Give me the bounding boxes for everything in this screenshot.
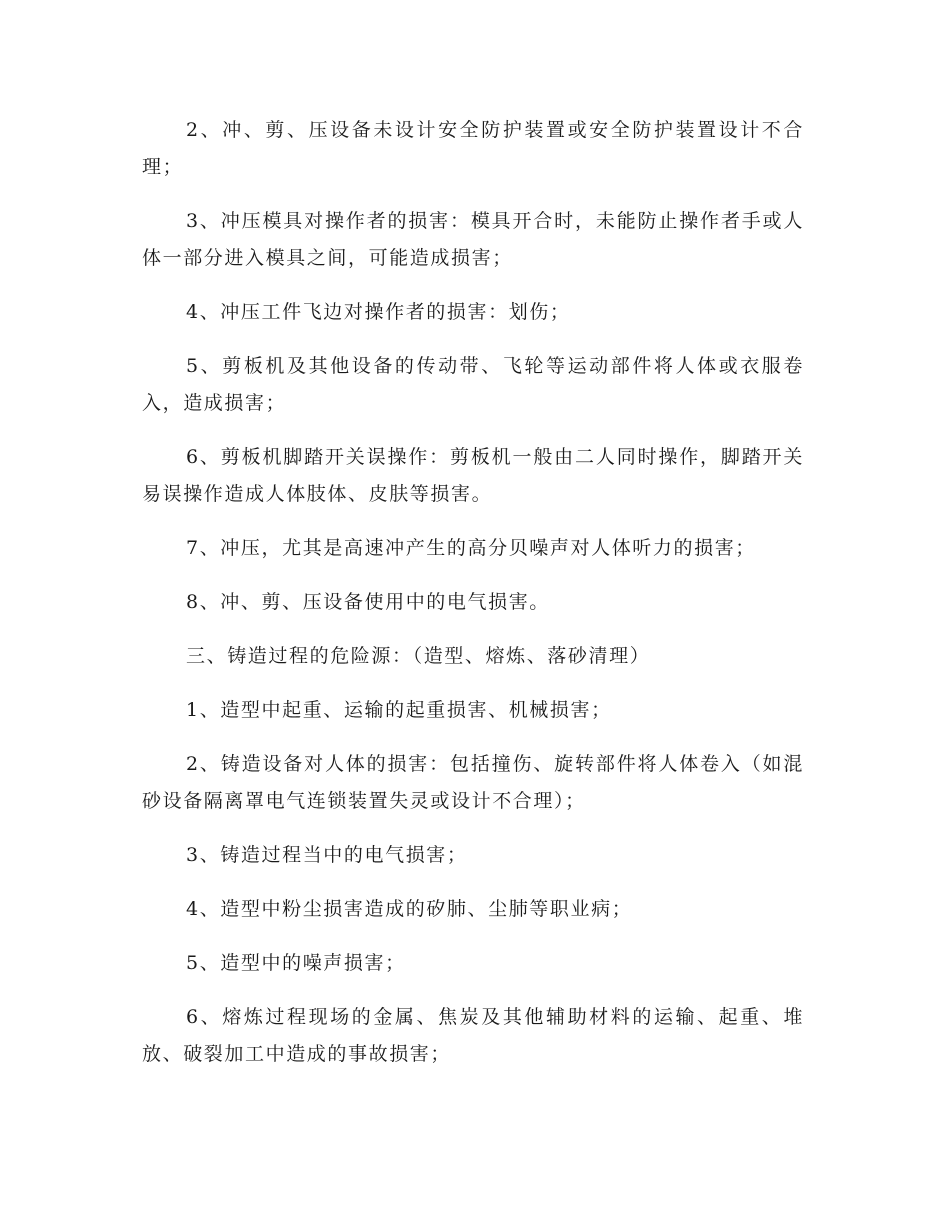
paragraph-press-electrical: 8、冲、剪、压设备使用中的电气损害。	[186, 591, 550, 613]
paragraph-casting-dust: 4、造型中粉尘损害造成的矽肺、尘肺等职业病；	[186, 898, 633, 920]
paragraph-moving-parts: 5、剪板机及其他设备的传动带、飞轮等运动部件将人体或衣服卷入，造成损害；	[142, 355, 804, 414]
paragraph-die-injury: 3、冲压模具对操作者的损害：模具开合时，未能防止操作者手或人体一部分进入模具之间，可能造成损害；	[142, 210, 804, 269]
section-heading-casting: 三、铸造过程的危险源：（造型、熔炼、落砂清理）	[186, 645, 651, 667]
paragraph-casting-noise: 5、造型中的噪声损害；	[186, 952, 406, 974]
paragraph-casting-lifting: 1、造型中起重、运输的起重损害、机械损害；	[186, 699, 612, 721]
paragraph-casting-equipment: 2、铸造设备对人体的损害：包括撞伤、旋转部件将人体卷入（如混砂设备隔离罩电气连锁装置失灵或设计不合理）；	[142, 753, 804, 812]
document-body	[142, 112, 804, 1090]
paragraph-press-guard-design: 2、冲、剪、压设备未设计安全防护装置或安全防护装置设计不合理；	[142, 119, 804, 178]
paragraph-burr-injury: 4、冲压工件飞边对操作者的损害：划伤；	[186, 301, 571, 323]
paragraph-foot-switch: 6、剪板机脚踏开关误操作：剪板机一般由二人同时操作，脚踏开关易误操作造成人体肢体、皮肤等损害。	[142, 446, 804, 505]
paragraph-smelting-accidents: 6、熔炼过程现场的金属、焦炭及其他辅助材料的运输、起重、堆放、破裂加工中造成的事故损害；	[142, 1006, 804, 1065]
paragraph-press-noise: 7、冲压，尤其是高速冲产生的高分贝噪声对人体听力的损害；	[186, 537, 756, 559]
paragraph-casting-electrical: 3、铸造过程当中的电气损害；	[186, 844, 468, 866]
